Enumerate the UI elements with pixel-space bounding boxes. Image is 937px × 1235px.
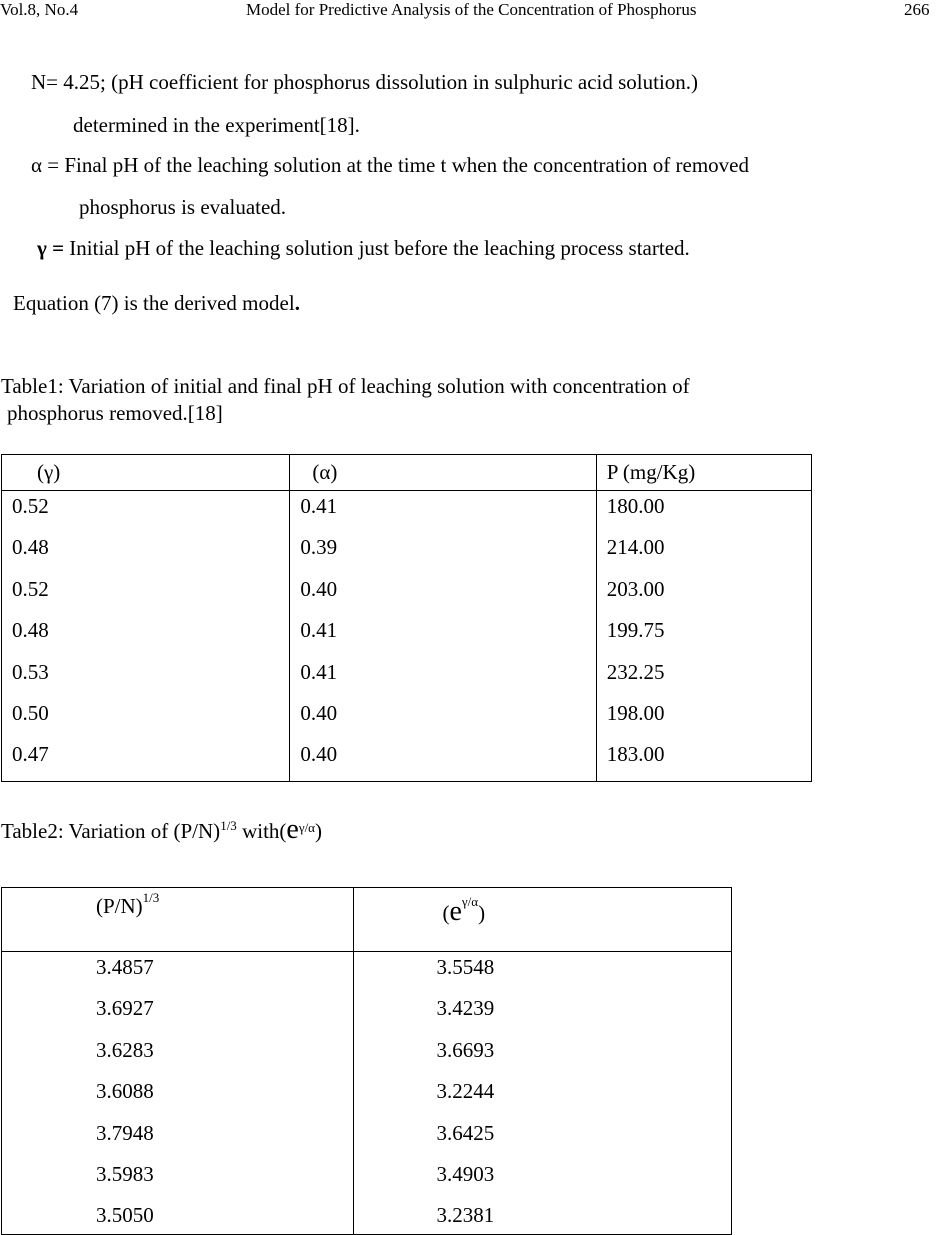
table2-cell: 3.2381	[436, 1203, 495, 1228]
table1-cell: 0.40	[290, 739, 596, 781]
table-row	[2, 698, 812, 739]
table2-caption-e-exponent: γ/α	[298, 820, 315, 835]
table-row	[2, 657, 812, 698]
table1-cell: 198.00	[606, 700, 665, 725]
table1-cell: 180.00	[606, 494, 665, 518]
table2-header-e-open: (	[442, 901, 450, 925]
table1-cell: 214.00	[606, 535, 665, 560]
table2-caption-e: e	[286, 814, 299, 845]
gamma-definition	[37, 236, 690, 260]
table2-header-e	[354, 888, 732, 952]
table2-header-e-exponent: γ/α	[461, 894, 479, 909]
table-row	[2, 615, 812, 656]
table1-cell: 0.41	[290, 657, 596, 698]
alpha-definition-continued: phosphorus is evaluated.	[79, 195, 287, 219]
alpha-definition: α = Final pH of the leaching solution at the time t when the concentration of removed	[31, 153, 749, 177]
table2-cell: 3.6425	[436, 1120, 495, 1145]
table-row	[2, 1035, 732, 1076]
table2-caption	[1, 814, 322, 845]
table-row	[2, 1159, 732, 1200]
table1-cell: 183.00	[606, 742, 665, 767]
table2-cell: 3.6088	[2, 1076, 354, 1117]
equation-note-period: .	[294, 291, 300, 315]
equation-note	[13, 291, 300, 315]
n-definition-continued: determined in the experiment[18].	[73, 113, 360, 137]
table-row	[2, 574, 812, 615]
table2-header-pn-exponent: 1/3	[142, 890, 160, 905]
n-definition: N= 4.25; (pH coefficient for phosphorus dissolution in sulphuric acid solution.)	[31, 70, 699, 94]
table-row	[2, 993, 732, 1034]
table2-header-e-close: )	[478, 901, 486, 925]
table1-cell: 0.40	[290, 574, 596, 615]
table1-cell: 0.41	[290, 491, 596, 533]
gamma-symbol: γ =	[37, 236, 65, 260]
table2-cell: 3.4857	[2, 952, 354, 994]
table-row	[2, 952, 732, 994]
table1-header-gamma: (γ)	[2, 455, 290, 491]
table2-header-row	[2, 888, 732, 952]
table1-cell: 0.52	[2, 491, 290, 533]
table-row	[2, 1118, 732, 1159]
table1-cell: 0.53	[2, 657, 290, 698]
table2-cell: 3.4239	[436, 996, 495, 1021]
table-row	[2, 739, 812, 781]
table-row	[2, 491, 812, 533]
table1-cell: 0.48	[2, 615, 290, 656]
table1-cell: 0.50	[2, 698, 290, 739]
page-number: 266	[904, 0, 930, 19]
table2-cell: 3.5050	[2, 1200, 354, 1235]
table2-cell: 3.6693	[436, 1037, 495, 1062]
table1-cell: 0.39	[290, 532, 596, 573]
table1	[1, 454, 812, 782]
table1-cell: 203.00	[606, 576, 665, 601]
table1-cell: 232.25	[606, 659, 665, 684]
table1-cell: 0.48	[2, 532, 290, 573]
table2-cell: 3.2244	[436, 1079, 495, 1104]
table2-header-e-symbol: e	[449, 896, 462, 927]
table1-header-p: P (mg/Kg)	[596, 455, 811, 491]
table1-caption: Table1: Variation of initial and final pH of leaching solution with concentration of	[1, 374, 690, 398]
equation-note-text: Equation (7) is the derived model	[13, 291, 295, 315]
table2-cell: 3.7948	[2, 1118, 354, 1159]
table2-cell: 3.6927	[2, 993, 354, 1034]
table1-cell: 0.41	[290, 615, 596, 656]
table-row	[2, 532, 812, 573]
table1-header-row	[2, 455, 812, 491]
table1-caption-continued: phosphorus removed.[18]	[7, 401, 223, 425]
table1-cell: 0.52	[2, 574, 290, 615]
running-title: Model for Predictive Analysis of the Concentration of Phosphorus	[246, 0, 697, 19]
table2-caption-exponent: 1/3	[220, 818, 237, 833]
table2-header-pn-base: (P/N)	[96, 894, 143, 918]
table2-caption-close: )	[315, 819, 322, 843]
table1-cell: 199.75	[606, 618, 665, 643]
table1-cell: 0.47	[2, 739, 290, 781]
table-row	[2, 1200, 732, 1235]
table1-header-alpha: (α)	[290, 455, 596, 491]
table2-cell: 3.4903	[436, 1161, 495, 1186]
table2-cell: 3.5983	[2, 1159, 354, 1200]
table2-cell: 3.6283	[2, 1035, 354, 1076]
table2-cell: 3.5548	[436, 955, 495, 979]
table2-header-pn	[2, 888, 354, 952]
table2-caption-with: with(	[236, 819, 287, 843]
table2	[1, 887, 732, 1235]
table1-cell: 0.40	[290, 698, 596, 739]
table2-caption-text: Table2: Variation of (P/N)	[1, 819, 221, 843]
table-row	[2, 1076, 732, 1117]
journal-volume: Vol.8, No.4	[0, 0, 79, 19]
gamma-definition-text: Initial pH of the leaching solution just before the leaching process started.	[64, 236, 690, 260]
